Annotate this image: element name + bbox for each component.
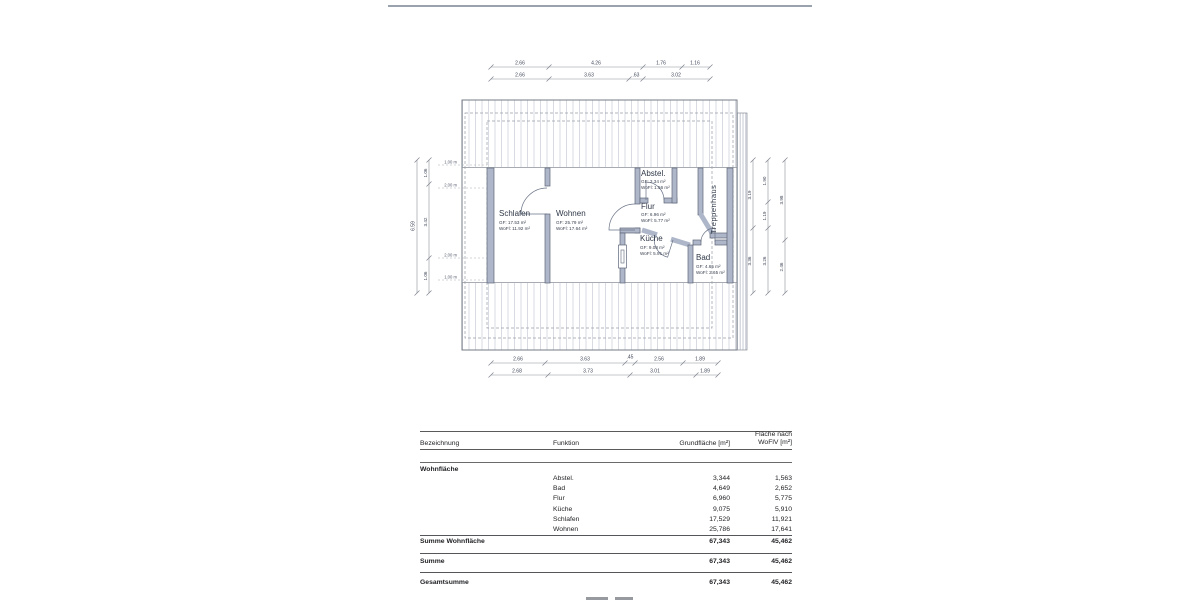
- room-schlafen-label: [499, 209, 530, 231]
- dim-label: 3.63: [580, 356, 590, 363]
- room-name: Küche: [640, 234, 663, 243]
- table-row: [420, 515, 792, 525]
- group-label: Wohnfläche: [420, 466, 459, 473]
- dim-label: 3.63: [584, 72, 594, 79]
- header-woflv-line1: Fläche nach: [754, 431, 792, 439]
- dim-label: 3.26: [762, 256, 767, 266]
- dim-label: 1.89: [695, 356, 705, 363]
- dim-label: 2.56: [654, 356, 664, 363]
- dim-label: 6.59: [410, 221, 417, 231]
- dim-label: 3.42: [423, 217, 428, 227]
- cell-funktion: Wohnen: [553, 525, 579, 533]
- room-name: Flur: [641, 202, 655, 211]
- dim-label: 1.19: [762, 211, 767, 221]
- table-group-row: [420, 463, 792, 474]
- height-label: 2.00 m: [444, 182, 457, 188]
- room-wofl: WoFl: 1.56 m²: [641, 185, 670, 190]
- cell-funktion: Schlafen: [553, 515, 580, 523]
- room-name: Wohnen: [556, 209, 586, 218]
- room-wofl: WoFl: 5.77 m²: [641, 218, 670, 223]
- room-treppenhaus-label: Treppenhaus: [709, 184, 718, 234]
- room-flur-label: [641, 202, 670, 223]
- sum-woflv: 45,462: [771, 538, 792, 546]
- height-label: 1.00 m: [444, 274, 457, 280]
- header-woflv: [755, 431, 792, 447]
- sum-woflv: 45,462: [771, 558, 792, 566]
- table-sum-wohnflaeche-row: [420, 535, 792, 549]
- dim-label: 1.06: [423, 271, 428, 281]
- floor-plan: [385, 50, 800, 395]
- dim-label: 3.01: [650, 368, 660, 375]
- room-name: Abstel.: [641, 169, 666, 178]
- dim-label: 3.98: [779, 195, 784, 205]
- sum-label: Summe: [420, 558, 445, 566]
- dimension-chain-top-2: [489, 73, 713, 82]
- dim-label: 2.66: [513, 356, 523, 363]
- cell-woflv: 17,641: [771, 525, 792, 533]
- room-gf: GF: 3.34 m²: [641, 179, 666, 184]
- header-bezeichnung: Bezeichnung: [420, 440, 460, 447]
- area-calculation-table: [420, 431, 792, 593]
- dim-label: 3.36: [747, 256, 752, 266]
- sum-label: Summe Wohnfläche: [420, 538, 485, 546]
- table-header-row: [420, 431, 792, 450]
- scan-artifact-top-line: [388, 5, 812, 7]
- dim-label: 2.66: [515, 60, 525, 67]
- cell-woflv: 2,652: [774, 485, 792, 493]
- dim-label: 1.90: [762, 176, 767, 186]
- sum-label: Gesamtsumme: [420, 579, 469, 587]
- room-wofl: WoFl: 2.65 m²: [696, 270, 725, 275]
- room-wofl: WoFl: 11.92 m²: [499, 226, 530, 231]
- cell-funktion: Flur: [553, 495, 565, 503]
- table-row: [420, 525, 792, 535]
- dimension-chain-left: [411, 158, 432, 296]
- dim-label: .63: [632, 72, 640, 79]
- table-row: [420, 505, 792, 515]
- cell-grundflaeche: 6,960: [712, 495, 730, 503]
- cell-woflv: 5,910: [774, 505, 792, 513]
- height-label: 2.00 m: [444, 252, 457, 258]
- height-label: 1.00 m: [444, 159, 457, 165]
- cell-woflv: 5,775: [774, 495, 792, 503]
- table-divider: [420, 450, 792, 463]
- cell-woflv: 1,563: [774, 475, 792, 482]
- window-symbol: [619, 245, 627, 268]
- cell-grundflaeche: 17,529: [709, 515, 730, 523]
- cell-woflv: 11,921: [771, 515, 792, 523]
- dim-label: 3.73: [583, 368, 593, 375]
- cell-funktion: Bad: [553, 485, 566, 493]
- dimension-chain-bottom-2: [489, 369, 721, 378]
- dim-label: 1.16: [690, 60, 700, 67]
- dim-label: 3.02: [671, 72, 681, 79]
- dim-label: 2.68: [512, 368, 522, 375]
- room-kueche-label: [640, 234, 669, 256]
- sum-grundflaeche: 67,343: [709, 579, 730, 587]
- dim-label: 1.76: [656, 60, 666, 67]
- header-woflv-line2: WoFlV [m²]: [758, 439, 792, 447]
- dimension-chain-bottom-1: [489, 355, 721, 366]
- cell-grundflaeche: 3,344: [712, 475, 730, 482]
- room-wohnen-label: [556, 209, 588, 231]
- room-gf: GF: 6.96 m²: [641, 212, 666, 217]
- room-name: Bad: [696, 253, 711, 262]
- dim-label: 2.66: [515, 72, 525, 79]
- table-summe-row: [420, 553, 792, 572]
- dim-label: 1.89: [700, 368, 710, 375]
- cell-funktion: Abstel.: [553, 475, 574, 482]
- dim-label: 3.19: [747, 190, 752, 200]
- cell-funktion: Küche: [553, 505, 573, 513]
- dim-label: 4.26: [591, 60, 601, 67]
- cell-grundflaeche: 4,649: [712, 485, 730, 493]
- room-gf: GF: 25.79 m²: [556, 220, 584, 225]
- room-gf: GF: 17.53 m²: [499, 220, 527, 225]
- dim-label: 2.46: [779, 262, 784, 272]
- room-gf: GF: 9.08 m²: [640, 245, 665, 250]
- room-bad-label: [696, 253, 725, 275]
- table-row: [420, 484, 792, 494]
- room-abstel-label: [641, 169, 670, 190]
- table-row: [420, 474, 792, 484]
- sum-woflv: 45,462: [771, 579, 792, 587]
- cell-grundflaeche: 9,075: [712, 505, 730, 513]
- room-gf: GF: 4.65 m²: [696, 264, 721, 269]
- table-row: [420, 494, 792, 504]
- dim-label: .45: [626, 354, 634, 361]
- header-grundflaeche: Grundfläche [m²]: [679, 440, 730, 447]
- cell-grundflaeche: 25,786: [709, 525, 730, 533]
- header-funktion: Funktion: [553, 440, 580, 447]
- dim-label: 1.06: [423, 168, 428, 178]
- sum-grundflaeche: 67,343: [709, 558, 730, 566]
- room-wofl: WoFl: 5.91 m²: [640, 251, 669, 256]
- table-gesamtsumme-row: [420, 572, 792, 593]
- room-name: Schlafen: [499, 209, 531, 218]
- dimension-chain-top-1: [489, 61, 713, 70]
- sum-grundflaeche: 67,343: [709, 538, 730, 546]
- dimension-chain-right: [747, 158, 788, 296]
- room-wofl: WoFl: 17.64 m²: [556, 226, 588, 231]
